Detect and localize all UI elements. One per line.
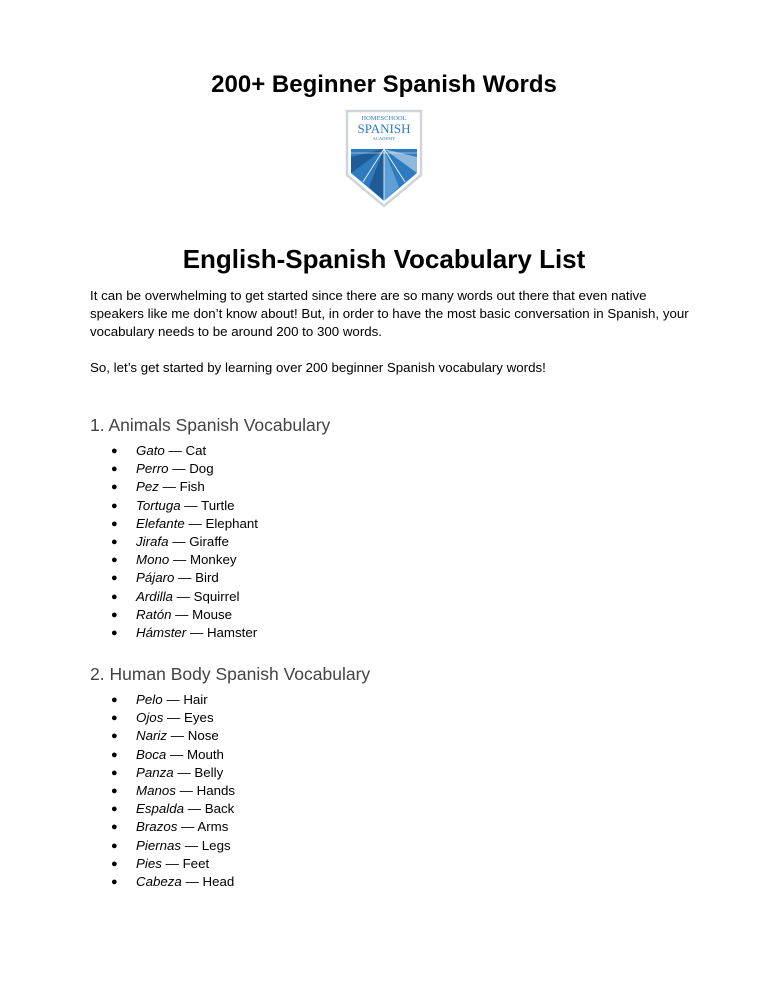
bullet-icon: ●: [111, 554, 118, 567]
english-translation: Hamster: [206, 624, 258, 640]
vocab-list-item: [0, 727, 235, 745]
vocab-list-item: [0, 442, 258, 460]
english-translation: Head: [202, 873, 235, 889]
spanish-word: Ojos: [136, 710, 164, 726]
vocab-list-item: [0, 782, 235, 800]
animals-word-list: [0, 442, 258, 642]
word-separator: —: [180, 497, 202, 513]
english-translation: Squirrel: [193, 588, 240, 604]
section-heading-human-body: 2. Human Body Spanish Vocabulary: [90, 664, 371, 684]
vocab-list-item: [0, 624, 258, 642]
word-separator: —: [167, 728, 188, 744]
english-translation: Mouse: [192, 606, 233, 622]
english-translation: Hands: [196, 782, 236, 798]
spanish-word: Brazos: [136, 819, 178, 835]
vocab-list-item: [0, 691, 235, 709]
english-translation: Elephant: [205, 515, 258, 531]
spanish-word: Elefante: [136, 515, 185, 531]
word-separator: —: [172, 588, 194, 604]
intro-paragraph-2: So, let’s get started by learning over 200 beginner Spanish vocabulary words!: [90, 360, 546, 375]
vocab-list-item: [0, 606, 258, 624]
bullet-icon: ●: [111, 517, 118, 530]
english-translation: Monkey: [189, 552, 237, 568]
logo-text-line1: HOMESCHOOL: [361, 115, 407, 122]
word-separator: —: [184, 801, 205, 817]
spanish-word: Pez: [136, 479, 159, 495]
english-translation: Feet: [182, 855, 210, 871]
bullet-icon: ●: [111, 730, 118, 743]
spanish-word: Tortuga: [136, 497, 181, 513]
bullet-icon: ●: [111, 839, 118, 852]
spanish-word: Jirafa: [136, 533, 169, 549]
english-translation: Legs: [201, 837, 231, 853]
word-separator: —: [158, 479, 180, 495]
english-translation: Eyes: [184, 710, 214, 726]
vocab-list-item: [0, 551, 258, 569]
word-separator: —: [169, 552, 190, 568]
document-title: 200+ Beginner Spanish Words: [211, 71, 557, 98]
bullet-icon: ●: [111, 803, 118, 816]
vocab-list-item: [0, 588, 258, 606]
spanish-word: Gato: [136, 443, 165, 458]
vocab-list-item: [0, 818, 235, 836]
english-translation: Hair: [183, 692, 208, 707]
spanish-word: Ardilla: [136, 588, 173, 604]
word-separator: —: [164, 443, 186, 458]
bullet-icon: ●: [111, 857, 118, 870]
english-translation: Giraffe: [189, 533, 229, 549]
spanish-word: Pájaro: [136, 570, 175, 586]
bullet-icon: ●: [111, 875, 118, 888]
vocabulary-list-title: English-Spanish Vocabulary List: [182, 244, 586, 274]
english-translation: Nose: [187, 728, 219, 744]
bullet-icon: ●: [111, 694, 118, 706]
bullet-icon: ●: [111, 499, 118, 512]
section-heading-animals: 1. Animals Spanish Vocabulary: [90, 415, 331, 435]
vocab-list-item: [0, 837, 235, 855]
english-translation: Arms: [197, 819, 229, 835]
bullet-icon: ●: [111, 821, 118, 834]
bullet-icon: ●: [111, 481, 118, 494]
vocab-list-item: [0, 709, 235, 727]
bullet-icon: ●: [111, 766, 118, 779]
english-translation: Bird: [195, 570, 219, 586]
word-separator: —: [162, 692, 184, 707]
spanish-word: Espalda: [136, 801, 185, 817]
bullet-icon: ●: [111, 535, 118, 548]
bullet-icon: ●: [111, 784, 118, 797]
vocab-list-item: [0, 746, 235, 764]
logo-text-line2: SPANISH: [357, 121, 411, 136]
spanish-word: Mono: [136, 552, 170, 568]
word-separator: —: [168, 533, 190, 549]
word-separator: —: [163, 710, 185, 726]
spanish-word: Perro: [136, 461, 169, 477]
english-translation: Dog: [189, 461, 214, 477]
spanish-word: Panza: [136, 764, 174, 780]
vocab-list-item: [0, 800, 235, 818]
vocab-list-item: [0, 533, 258, 551]
bullet-icon: ●: [111, 572, 118, 585]
intro-paragraph: It can be overwhelming to get started since there are so many words out there that even native speakers like me don’t know about! But, in order to have the most basic conversation in Spanish, your vocabulary needs to be around 200 to 300 words.: [90, 288, 689, 339]
vocab-list-item: [0, 460, 258, 478]
spanish-word: Boca: [136, 746, 167, 762]
spanish-word: Manos: [136, 782, 176, 798]
bullet-icon: ●: [111, 463, 118, 476]
spanish-word: Piernas: [136, 837, 182, 853]
spanish-word: Nariz: [136, 728, 168, 744]
bullet-icon: ●: [111, 590, 118, 603]
word-separator: —: [174, 570, 196, 586]
english-translation: Fish: [179, 479, 205, 495]
spanish-word: Cabeza: [136, 873, 182, 889]
word-separator: —: [181, 837, 202, 853]
vocab-list-item: [0, 497, 258, 515]
spanish-word: Pelo: [136, 692, 163, 707]
bullet-icon: ●: [111, 626, 118, 639]
word-separator: —: [175, 782, 197, 798]
english-translation: Cat: [185, 443, 207, 458]
english-translation: Back: [204, 801, 235, 817]
bullet-icon: ●: [111, 445, 118, 457]
english-translation: Mouth: [187, 746, 224, 762]
vocab-list-item: [0, 873, 235, 891]
word-separator: —: [184, 515, 206, 531]
homeschool-spanish-academy-logo: [345, 109, 423, 209]
vocab-list-item: [0, 515, 258, 533]
word-separator: —: [186, 624, 207, 640]
logo-text-line3: ACADEMY: [372, 136, 396, 141]
vocab-list-item: [0, 569, 258, 587]
bullet-icon: ●: [111, 712, 118, 725]
spanish-word: Pies: [136, 855, 162, 871]
human-body-word-list: [0, 691, 235, 891]
word-separator: —: [177, 819, 198, 835]
spanish-word: Ratón: [136, 606, 172, 622]
spanish-word: Hámster: [136, 624, 187, 640]
word-separator: —: [166, 746, 187, 762]
bullet-icon: ●: [111, 608, 118, 621]
vocab-list-item: [0, 478, 258, 496]
english-translation: Belly: [194, 764, 224, 780]
word-separator: —: [181, 873, 203, 889]
bullet-icon: ●: [111, 748, 118, 761]
vocab-list-item: [0, 855, 235, 873]
word-separator: —: [171, 606, 193, 622]
word-separator: —: [168, 461, 190, 477]
english-translation: Turtle: [201, 497, 235, 513]
word-separator: —: [173, 764, 195, 780]
word-separator: —: [161, 855, 183, 871]
vocab-list-item: [0, 764, 235, 782]
